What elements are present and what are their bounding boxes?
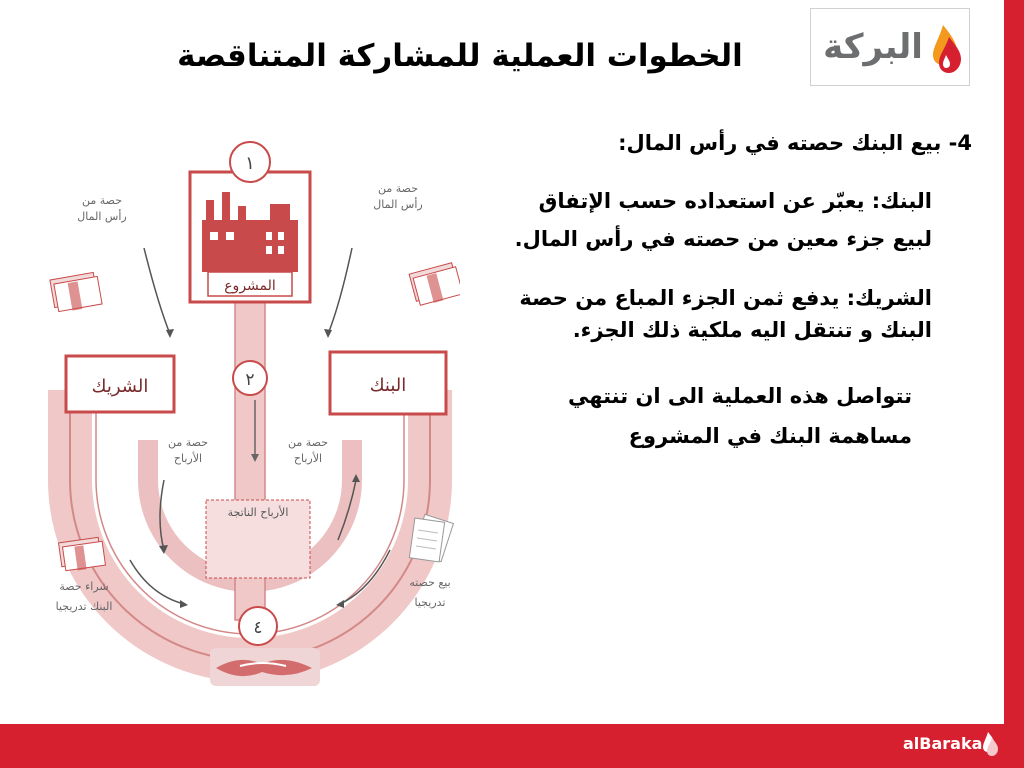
continue-line-1: تتواصل هذه العملية الى ان تنتهي	[568, 384, 912, 408]
resulting-profits-label: الأرباح الناتجة	[227, 506, 289, 519]
continue-line-2: مساهمة البنك في المشروع	[628, 424, 912, 448]
capital-share-right-1: حصة من	[378, 182, 418, 195]
svg-text:١: ١	[245, 153, 255, 174]
svg-text:٤: ٤	[253, 618, 263, 638]
right-accent-band	[1004, 0, 1024, 768]
svg-text:٢: ٢	[245, 370, 255, 390]
step-circle-2	[233, 361, 267, 395]
partner-line-1: الشريك: يدفع ثمن الجزء المباع من حصة	[519, 286, 932, 310]
footer-brand-text: alBaraka	[903, 734, 983, 753]
albaraka-logo	[810, 8, 970, 86]
step-circle-4	[239, 607, 277, 645]
buy-share-1: شراء حصة	[59, 580, 109, 593]
sell-share-2: تدريجيا	[414, 596, 446, 609]
handshake-icon	[210, 648, 320, 686]
profit-share-left-1: حصة من	[168, 436, 208, 449]
buy-share-2: البنك تدريجيا	[55, 600, 113, 613]
bank-line-1: البنك: يعبّر عن استعداده حسب الإتفاق	[538, 189, 932, 213]
money-bundle-icon	[59, 537, 106, 570]
profit-share-right-2: الأرباح	[293, 452, 323, 465]
logo-wordmark: البركة	[823, 27, 923, 67]
capital-share-left-1: حصة من	[82, 194, 122, 207]
capital-share-right-2: رأس المال	[373, 198, 423, 211]
step-heading: 4- بيع البنك حصته في رأس المال:	[618, 131, 972, 155]
bank-label: البنك	[369, 375, 407, 396]
footer-drops-icon	[981, 730, 1001, 758]
step-content	[475, 128, 972, 456]
bank-line-2: لبيع جزء معين من حصته في رأس المال.	[514, 227, 932, 251]
money-bundle-icon	[50, 272, 102, 311]
diminishing-partnership-diagram	[40, 120, 460, 688]
profit-share-left-2: الأرباح	[173, 452, 203, 465]
partner-line-2: البنك و تنتقل اليه ملكية ذلك الجزء.	[572, 318, 932, 342]
footer-albaraka-logo	[903, 730, 1003, 760]
sell-share-1: بيع حصته	[409, 576, 451, 589]
step-circle-1	[230, 142, 270, 182]
profit-share-right-1: حصة من	[288, 436, 328, 449]
slide-title: الخطوات العملية للمشاركة المتناقصة	[177, 38, 743, 74]
logo-drops-icon	[929, 21, 965, 77]
project-label: المشروع	[224, 278, 276, 294]
capital-share-left-2: رأس المال	[77, 210, 127, 223]
partner-label: الشريك	[91, 376, 149, 397]
bottom-accent-band	[0, 724, 1024, 768]
